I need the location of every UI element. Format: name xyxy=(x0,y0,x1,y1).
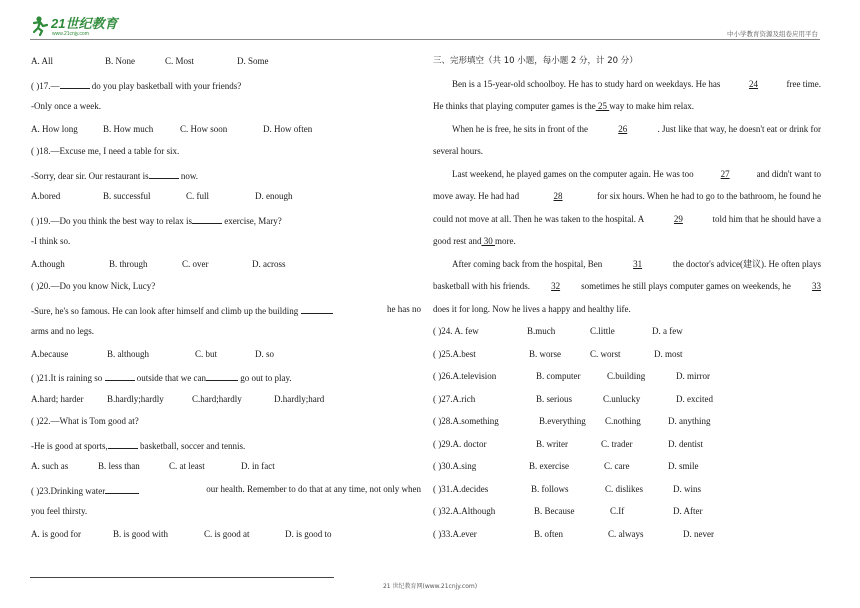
site-logo xyxy=(30,14,118,38)
reply-20-cont: arms and no legs. xyxy=(31,326,94,336)
passage-line: Ben is a 15-year-old schoolboy. He has to study hard on weekdays. He has 24 free time. xyxy=(452,79,821,89)
passage-line: good rest and 30 more. xyxy=(433,236,516,246)
blank-28: 28 xyxy=(553,191,563,201)
blank-27: 27 xyxy=(720,169,730,179)
answer-blank xyxy=(108,439,138,449)
blank-31: 31 xyxy=(633,259,643,269)
blank-29: 29 xyxy=(673,214,683,224)
platform-label: 中小学教育资源及组卷应用平台 xyxy=(727,30,818,38)
answer-blank xyxy=(192,214,222,224)
blank-26: 26 xyxy=(618,124,628,134)
question-21: ( )21.It is raining so outside that we can go out to play. xyxy=(31,373,292,383)
passage-line: When he is free, he sits in front of the 26 . Just like that way, he doesn't eat or drink for xyxy=(452,124,821,134)
question-18: ( )18.—Excuse me, I need a table for six. xyxy=(31,146,180,156)
footer-divider xyxy=(30,577,334,578)
passage-line: He thinks that playing computer games is the 25 way to make him relax. xyxy=(433,101,694,111)
passage-line: several hours. xyxy=(433,146,483,156)
reply-20: -Sure, he's so famous. He can look after himself and climb up the building he has no xyxy=(31,304,421,316)
question-20: ( )20.—Do you know Nick, Lucy? xyxy=(31,281,156,291)
header-divider xyxy=(30,39,820,40)
question-23: ( )23.Drinking water our health. Remember to do that at any time, not only when xyxy=(31,484,421,496)
reply-19: -I think so. xyxy=(31,236,71,246)
logo-text: 21世纪教育 xyxy=(51,16,118,31)
answer-blank xyxy=(301,304,333,314)
blank-32: 32 xyxy=(551,281,561,291)
answer-blank xyxy=(149,169,179,179)
question-19: ( )19.—Do you think the best way to relax is exercise, Mary? xyxy=(31,216,282,226)
answer-blank xyxy=(105,484,139,494)
passage-line: basketball with his friends. 32 sometimes he still plays computer games on weekends, he 33 xyxy=(433,281,821,291)
footer-text: 21 世纪教育网(www.21cnjy.com) xyxy=(382,583,478,590)
passage-line: move away. He had had 28 for six hours. When he had to go to the bathroom, he found he xyxy=(433,191,821,201)
question-22: ( )22.—What is Tom good at? xyxy=(31,416,139,426)
passage-line: does it for long. Now he lives a happy and healthy life. xyxy=(433,304,631,314)
blank-25: 25 xyxy=(595,101,610,111)
logo-url: www.21cnjy.com xyxy=(52,31,89,37)
passage-line: Last weekend, he played games on the computer again. He was too 27 and didn't want to xyxy=(452,169,821,179)
passage-line: could not move at all. Then he was taken to the hospital. A 29 told him that he should have a xyxy=(433,214,821,224)
section-title: 三、完形填空（共 10 小题，每小题 2 分，计 20 分） xyxy=(433,56,638,66)
option-a: A. All xyxy=(31,56,54,66)
question-23-cont: you feel thirsty. xyxy=(31,506,88,516)
answer-blank xyxy=(206,371,238,381)
option-d: D. Some xyxy=(237,56,269,66)
answer-blank xyxy=(105,371,135,381)
option-c: C. Most xyxy=(165,56,195,66)
reply-22: -He is good at sports, basketball, soccer and tennis. xyxy=(31,441,246,451)
reply-18: -Sorry, dear sir. Our restaurant is now. xyxy=(31,171,199,181)
question-17: ( )17.— do you play basketball with your friends? xyxy=(31,81,242,91)
blank-24: 24 xyxy=(748,79,758,89)
blank-33: 33 xyxy=(811,281,821,291)
answer-blank xyxy=(60,79,90,89)
option-b: B. None xyxy=(105,56,135,66)
runner-logo-icon xyxy=(30,14,118,38)
blank-30: 30 xyxy=(481,236,495,246)
reply-17: -Only once a week. xyxy=(31,101,101,111)
passage-line: After coming back from the hospital, Ben 31 the doctor's advice(建议). He often plays xyxy=(452,259,821,269)
